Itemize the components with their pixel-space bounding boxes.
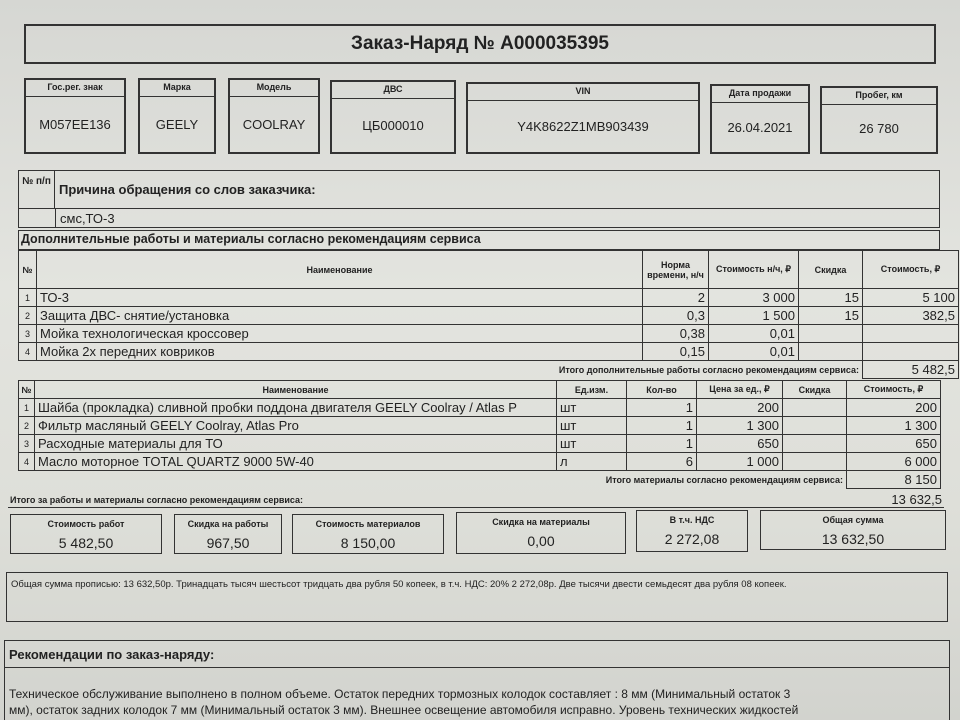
cell-price: 200 [697, 399, 783, 417]
cell-name: Расходные материалы для ТО [35, 435, 557, 453]
page-title: Заказ-Наряд № А000035395 [351, 33, 609, 54]
cell-disc: 15 [799, 289, 863, 307]
recommendations-title-text: Рекомендации по заказ-наряду: [9, 646, 215, 662]
cell-num: 4 [19, 343, 37, 361]
field-label: Дата продажи [712, 86, 808, 103]
table-row [19, 453, 941, 471]
materials-col-unit: Ед.изм. [557, 381, 627, 399]
cell-unit: шт [557, 399, 627, 417]
field-label: VIN [468, 84, 698, 101]
cell-name: ТО-3 [37, 289, 643, 307]
field-label: Гос.рег. знак [26, 80, 124, 97]
cell-name: Масло моторное TOTAL QUARTZ 9000 5W-40 [35, 453, 557, 471]
cell-qty: 1 [627, 399, 697, 417]
table-row [19, 343, 959, 361]
works-col-disc: Скидка [799, 251, 863, 289]
recommendations-title [5, 641, 949, 668]
cell-num: 3 [19, 435, 35, 453]
works-col-norm: Норма времени, н/ч [643, 251, 709, 289]
title-box [24, 24, 936, 64]
cell-cost: 6 000 [847, 453, 941, 471]
recommendations-box [4, 640, 950, 720]
summary-work-discount [174, 514, 282, 554]
summary-value: 967,50 [206, 535, 250, 551]
table-row [19, 307, 959, 325]
works-total-row [19, 361, 959, 379]
works-section-title-text: Дополнительные работы и материалы согласно рекомендациям сервиса [21, 232, 481, 246]
cell-norm: 2 [643, 289, 709, 307]
cell-disc [783, 417, 847, 435]
field-model [228, 78, 320, 154]
table-row [19, 435, 941, 453]
recommendations-line-2: мм), остаток задних колодок 7 мм (Минимальный остаток 3 мм). Внешнее освещение автомобиля исправно. Уровень технических жидкостей [9, 703, 799, 717]
summary-label: В т.ч. НДС [669, 515, 715, 525]
field-label: Пробег, км [822, 88, 936, 105]
field-value: Y4K8622Z1MB903439 [517, 118, 649, 134]
summary-value: 2 272,08 [664, 531, 720, 547]
materials-total-value: 8 150 [847, 471, 941, 489]
cell-qty: 1 [627, 435, 697, 453]
cell-price: 3 000 [709, 289, 799, 307]
cell-norm: 0,3 [643, 307, 709, 325]
materials-col-name: Наименование [35, 381, 557, 399]
field-label: Модель [230, 80, 318, 97]
summary-label: Скидка на материалы [492, 517, 590, 527]
summary-materials-discount [456, 512, 626, 554]
materials-total-row [19, 471, 941, 489]
sum-in-words: Общая сумма прописью: 13 632,50р. Тринадцать тысяч шестьсот тридцать два рубля 50 копеек, в т.ч. НДС: 20% 2 272,08р. Две тысячи двести семьдесят два рубля 08 копеек. [11, 579, 787, 590]
reason-header [55, 171, 939, 209]
field-vin [466, 82, 700, 154]
field-value: 26.04.2021 [727, 119, 793, 135]
summary-value: 0,00 [527, 533, 555, 549]
summary-total [760, 510, 946, 550]
cell-cost: 5 100 [863, 289, 959, 307]
field-label: ДВС [332, 82, 454, 99]
cell-disc [799, 325, 863, 343]
cell-name: Защита ДВС- снятие/установка [37, 307, 643, 325]
grand-total-row [8, 492, 944, 508]
materials-col-price: Цена за ед., ₽ [697, 381, 783, 399]
cell-price: 0,01 [709, 343, 799, 361]
cell-price: 1 300 [697, 417, 783, 435]
cell-cost: 1 300 [847, 417, 941, 435]
cell-name: Мойка 2х передних ковриков [37, 343, 643, 361]
summary-materials-cost [292, 514, 444, 554]
cell-num: 1 [19, 399, 35, 417]
field-value: 26 780 [859, 120, 899, 136]
recommendations-line-1: Техническое обслуживание выполнено в полном объеме. Остаток передних тормозных колодок составляет : 8 мм (Минимальный остаток 3 [9, 687, 791, 701]
materials-col-disc: Скидка [783, 381, 847, 399]
field-label: Марка [140, 80, 214, 97]
field-value: ЦБ000010 [362, 117, 424, 133]
cell-disc [799, 343, 863, 361]
works-col-cost: Стоимость, ₽ [863, 251, 959, 289]
materials-col-qty: Кол-во [627, 381, 697, 399]
materials-col-num: № [19, 381, 35, 399]
reason-header-text: Причина обращения со слов заказчика: [59, 182, 316, 197]
cell-name: Фильтр масляный GEELY Coolray, Atlas Pro [35, 417, 557, 435]
reason-text-value: смс,ТО-3 [60, 210, 115, 226]
cell-cost: 200 [847, 399, 941, 417]
summary-value: 8 150,00 [340, 535, 396, 551]
summary-vat [636, 510, 748, 552]
cell-unit: шт [557, 417, 627, 435]
cell-name: Мойка технологическая кроссовер [37, 325, 643, 343]
cell-name: Шайба (прокладка) сливной пробки поддона двигателя GEELY Coolray / Atlas P [35, 399, 557, 417]
works-total-value: 5 482,5 [863, 361, 959, 379]
cell-price: 0,01 [709, 325, 799, 343]
cell-price: 1 000 [697, 453, 783, 471]
cell-num: 2 [19, 417, 35, 435]
cell-price: 650 [697, 435, 783, 453]
field-engine [330, 80, 456, 154]
reason-num-header [19, 171, 55, 209]
cell-norm: 0,38 [643, 325, 709, 343]
cell-norm: 0,15 [643, 343, 709, 361]
field-mileage [820, 86, 938, 154]
field-value: GEELY [155, 116, 199, 132]
summary-label: Скидка на работы [187, 519, 269, 529]
works-col-num: № [19, 251, 37, 289]
cell-qty: 1 [627, 417, 697, 435]
summary-work-cost [10, 514, 162, 554]
sum-in-words-box [6, 572, 948, 622]
cell-num: 3 [19, 325, 37, 343]
cell-cost: 382,5 [863, 307, 959, 325]
field-brand [138, 78, 216, 154]
cell-unit: шт [557, 435, 627, 453]
works-col-price: Стоимость н/ч, ₽ [709, 251, 799, 289]
cell-cost [863, 343, 959, 361]
field-sale-date [710, 84, 810, 154]
materials-col-cost: Стоимость, ₽ [847, 381, 941, 399]
cell-qty: 6 [627, 453, 697, 471]
table-row [19, 399, 941, 417]
summary-value: 5 482,50 [58, 535, 114, 551]
grand-total-label: Итого за работы и материалы согласно рекомендациям сервиса: [10, 495, 304, 505]
cell-num: 1 [19, 289, 37, 307]
works-col-name: Наименование [37, 251, 643, 289]
cell-disc [783, 399, 847, 417]
summary-label: Стоимость материалов [315, 519, 421, 529]
cell-cost: 650 [847, 435, 941, 453]
reason-text [55, 209, 939, 227]
table-row [19, 417, 941, 435]
cell-disc [783, 435, 847, 453]
field-value: М057ЕЕ136 [39, 116, 111, 132]
cell-price: 1 500 [709, 307, 799, 325]
cell-unit: л [557, 453, 627, 471]
table-row [19, 289, 959, 307]
field-value: COOLRAY [242, 116, 306, 132]
cell-num: 4 [19, 453, 35, 471]
field-plate [24, 78, 126, 154]
summary-value: 13 632,50 [821, 531, 885, 547]
grand-total-value: 13 632,5 [891, 492, 942, 507]
table-row [19, 325, 959, 343]
materials-total-label: Итого материалы согласно рекомендациям сервиса: [19, 471, 847, 489]
materials-table [18, 380, 941, 489]
summary-label: Общая сумма [822, 515, 884, 525]
cell-disc: 15 [799, 307, 863, 325]
cell-cost [863, 325, 959, 343]
summary-label: Стоимость работ [47, 519, 125, 529]
reason-num-label: № п/п [22, 176, 51, 187]
works-section-title [18, 230, 940, 250]
reason-box [18, 170, 940, 228]
cell-num: 2 [19, 307, 37, 325]
works-table [18, 250, 959, 379]
cell-disc [783, 453, 847, 471]
works-total-label: Итого дополнительные работы согласно рекомендациям сервиса: [19, 361, 863, 379]
